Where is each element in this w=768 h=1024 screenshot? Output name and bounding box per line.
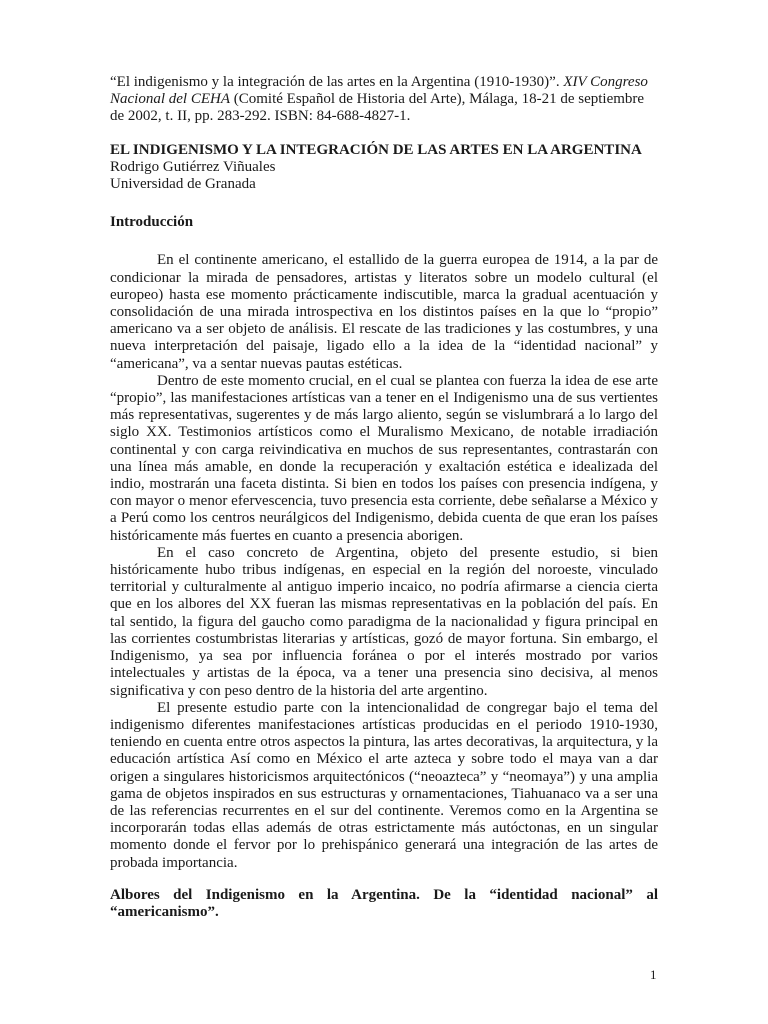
title-block xyxy=(110,142,658,194)
section-heading-albores: Albores del Indigenismo en la Argentina. De la “identidad nacional” al “americanismo”. xyxy=(110,886,658,920)
document-page xyxy=(110,74,658,921)
citation xyxy=(110,74,658,126)
author-name: Rodrigo Gutiérrez Viñuales xyxy=(110,158,276,175)
paragraph: En el caso concreto de Argentina, objeto del presente estudio, si bien históricamente hubo tribus indígenas, en especial en la región del noroeste, vinculado territorial y culturalmente al antiguo imperio incaico, no podría afirmarse a ciencia cierta que en los albores del XX fueran las mismas representativas en la población del país. En tal sentido, la figura del gaucho como paradigma de la nacionalidad y figura principal en las corrientes costumbristas literarias y artísticas, gozó de mayor fortuna. Sin embargo, el Indigenismo, ya sea por influencia foránea o por el interés mostrado por varios intelectuales y artistas de la época, va a tener una presencia sino decisiva, al menos significativa y con peso dentro de la historia del arte argentino. xyxy=(110,544,658,699)
author-affiliation: Universidad de Granada xyxy=(110,176,256,193)
page-number: 1 xyxy=(650,967,657,982)
document-title: EL INDIGENISMO Y LA INTEGRACIÓN DE LAS ARTES EN LA ARGENTINA xyxy=(110,141,642,158)
citation-text: “El indigenismo y la integración de las artes en la Argentina (1910-1930)”. xyxy=(110,74,564,90)
citation-details: (Comité Español de Historia del Arte), Málaga, 18-21 de septiembre de 2002, t. II, pp. 283-292. ISBN: 84-688-4827-1. xyxy=(110,91,645,125)
section-heading-introduccion: Introducción xyxy=(110,214,194,231)
paragraph: El presente estudio parte con la intencionalidad de congregar bajo el tema del indigenismo diferentes manifestaciones artísticas producidas en el periodo 1910-1930, teniendo en cuenta entre otros aspectos la pintura, las artes decorativas, la arquitectura, y la educación artística Así como en México el arte azteca y sobre todo el maya van a dar origen a singulares historicismos arquitectónicos (“neoazteca” y “neomaya”) y una amplia gama de objetos inspirados en sus estructuras y ornamentaciones, Tiahuanaco va a ser una de las referencias recurrentes en el sur del continente. Veremos como en la Argentina se incorporarán todas ellas además de otras estrictamente más autóctonas, en un singular momento donde el fervor por lo prehispánico generará una integración de las artes de probada importancia. xyxy=(110,699,658,871)
paragraph: En el continente americano, el estallido de la guerra europea de 1914, a la par de condicionar la mirada de pensadores, artistas y literatos sobre un modelo cultural (el europeo) hasta ese momento prácticamente indiscutible, marca la gradual acentuación y consolidación de una mirada introspectiva en los distintos países en la que lo “propio” americano va a ser objeto de análisis. El rescate de las tradiciones y las costumbres, y una nueva interpretación del paisaje, ligado ello a la idea de la “identidad nacional” y “americana”, va a sentar nuevas pautas estéticas. xyxy=(110,252,658,372)
introduction-body xyxy=(110,252,658,871)
citation-conference-name: XIV Congreso Nacional del CEHA xyxy=(110,74,648,108)
paragraph: Dentro de este momento crucial, en el cual se plantea con fuerza la idea de ese arte “propio”, las manifestaciones artísticas van a tener en el Indigenismo una de sus vertientes más representativas, sugerentes y de más largo aliento, según se vislumbrará a lo largo del siglo XX. Testimonios artísticos como el Muralismo Mexicano, de notable irradiación continental y con carga reivindicativa en muchos de sus representantes, contrastarán con una línea más amable, en donde la recuperación y exaltación estética e idealizada del indio, mostrarán una faceta distinta. Si bien en todos los países con presencia indígena, y con mayor o menor efervescencia, tuvo presencia esta corriente, debe señalarse a México y a Perú como los centros neurálgicos del Indigenismo, debida cuenta de que eran los países históricamente más fuertes en cuanto a presencia aborigen. xyxy=(110,372,658,544)
